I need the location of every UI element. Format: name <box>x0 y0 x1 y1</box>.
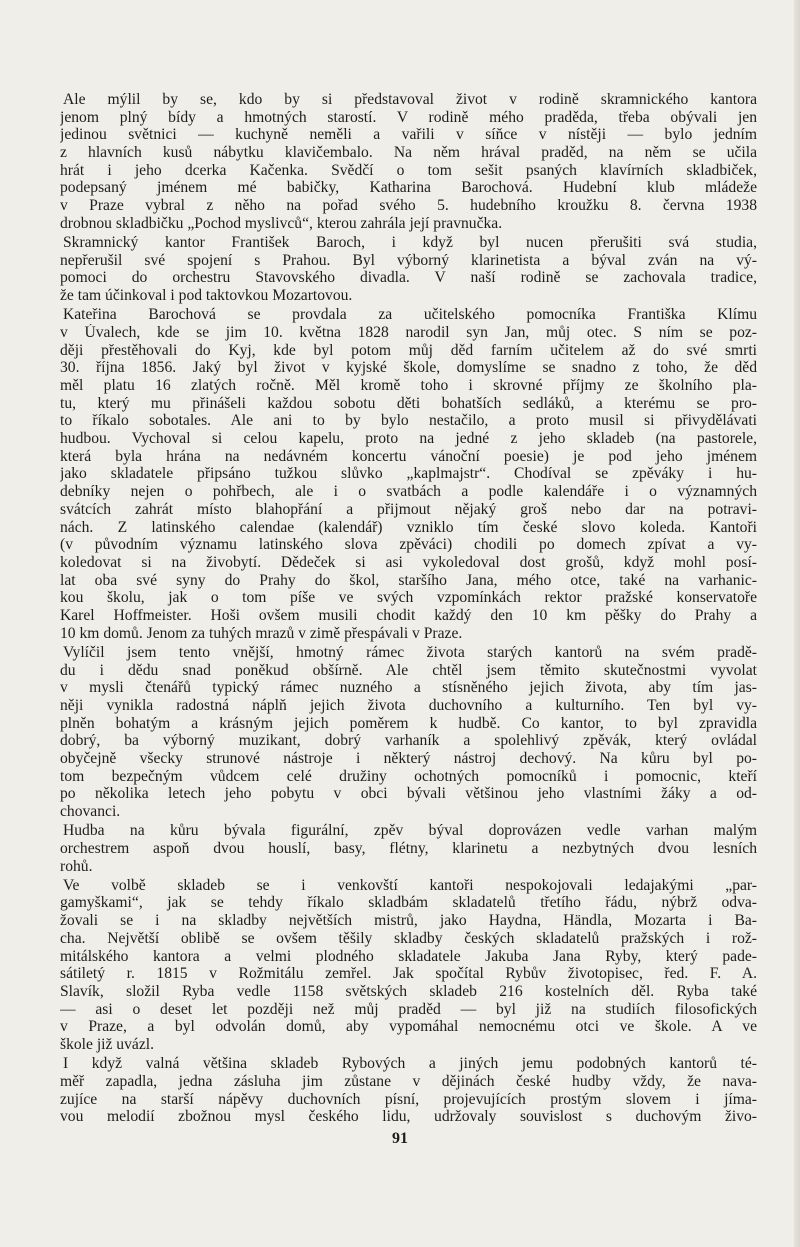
text-line: že tam účinkoval i pod taktovkou Mozartovou. <box>60 287 353 305</box>
text-line: pomoci do orchestru Stavovského divadla. V naší rodině se zachovala tradice, <box>60 269 757 287</box>
text-line: v Praze, a byl odvolán domů, aby vypomáhal nemocnému otci ve škole. A ve <box>60 1018 757 1036</box>
paragraph <box>60 1055 757 1126</box>
text-line: drobnou skladbičku „Pochod myslivců“, kterou zahrála její pravnučka. <box>60 214 503 232</box>
text-line: obyčejně všecky strunové nástroje i některý nástroj dechový. Na kůru byl po- <box>60 749 757 767</box>
text-line: kou školu, jak o tom píše ve svých vzpomínkách rektor pražské konservatoře <box>60 589 757 607</box>
text-line: lat oba své syny do Prahy do škol, staršího Jana, mého otce, také na varhanic- <box>60 571 757 589</box>
text-line: jedinou světnici — kuchyně neměli a vařili v síňce v nístěji — bylo jedním <box>60 126 757 144</box>
text-line: I když valná většina skladeb Rybových a jiných jemu podobných kantorů té- <box>63 1055 757 1073</box>
text-line: gamyškami“, jak se tehdy říkalo skladbám skladatelů třetího řádu, nýbrž odva- <box>60 894 757 912</box>
text-line: chovanci. <box>60 803 121 820</box>
text-line: Slavík, složil Ryba vedle 1158 světských skladeb 216 kostelních děl. Ryba také <box>60 982 757 1000</box>
text-line: 30. října 1856. Jaký byl život v kyjské škole, domyslíme se snadno z toho, že děd <box>60 359 757 377</box>
text-line: plněn bohatým a krásným jejich poměrem k hudbě. Co kantor, to byl zpravidla <box>60 714 757 732</box>
text-line: po několika letech jeho pobytu v obci bývali většinou jeho vlastními žáky a od- <box>60 785 757 803</box>
text-line: Ve volbě skladeb se i venkovští kantoři nespokojovali ledajakými „par- <box>63 876 757 894</box>
text-line: svátcích zahrát místo blahopřání a přijmout nějaký groš nebo dar na potravi- <box>60 500 757 518</box>
text-line: Vylíčil jsem tento vnější, hmotný rámec života starých kantorů na svém pradě- <box>63 643 757 661</box>
text-line: koledovat si na živobytí. Dědeček si asi vykoledoval dost grošů, když mohl posí- <box>60 553 757 571</box>
text-line: Karel Hoffmeister. Hoši ovšem musili chodit každý den 10 km pěšky do Prahy a <box>60 606 757 624</box>
text-line: škole již uvázl. <box>60 1035 154 1053</box>
text-line: zujíce na starší nápěvy duchovních písní, projevujících prostým slovem i jíma- <box>60 1090 757 1108</box>
body-text <box>60 91 757 1127</box>
text-line: v mysli čtenářů typický rámec nuzného a stísněného jejich života, aby tím jas- <box>60 679 757 697</box>
text-line: jako skladatele připsáno tužkou slůvko „kaplmajstr“. Chodíval se zpěváky i hu- <box>60 465 757 483</box>
text-line: podepsaný jménem mé babičky, Katharina Barochová. Hudební klub mládeže <box>60 179 757 197</box>
text-line: žovali se i na skladby největších mistrů, jako Haydna, Händla, Mozarta i Ba- <box>60 912 757 930</box>
page-number: 91 <box>392 1130 408 1147</box>
text-line: dobrý, ba výborný muzikant, dobrý varhaník a spolehlivý zpěvák, který ovládal <box>60 732 757 750</box>
text-line: Kateřina Barochová se provdala za učitelského pomocníka Františka Klímu <box>63 306 757 324</box>
text-line: debníky nejen o pohřbech, ale i o svatbách a podle kalendáře i o významných <box>60 483 757 501</box>
text-line: v Praze vybral z něho na pořad svého 5. hudebního kroužku 8. června 1938 <box>60 197 757 215</box>
text-line: mitálského kantora a velmi plodného skladatele Jakuba Jana Ryby, který pade- <box>60 947 757 965</box>
paragraph <box>60 877 757 1054</box>
paragraph <box>60 91 757 233</box>
text-line: tom bezpečným vůdcem celé družiny ochotných pomocníků i pomocnic, kteří <box>60 767 757 785</box>
text-line: nách. Z latinského calendae (kalendář) vzniklo tím české slovo koleda. Kantoři <box>60 518 757 536</box>
paragraph <box>60 306 757 642</box>
text-line: 10 km domů. Jenom za tuhých mrazů v zimě přespávali v Praze. <box>60 624 463 642</box>
text-line: nepřerušil své spojení s Prahou. Byl výborný klarinetista a býval zván na vý- <box>60 251 757 269</box>
page-edge <box>794 0 800 1247</box>
text-line: jenom plný bídy a hmotných starostí. V rodině mého praděda, třeba obývali jen <box>60 108 757 126</box>
text-line: z hlavních kusů nábytku klavičembalo. Na něm hrával praděd, na něm se učila <box>60 144 757 162</box>
text-line: orchestrem aspoň dvou houslí, basy, flétny, klarinetu a nezbytných dvou lesních <box>60 839 757 857</box>
text-line: cha. Největší oblibě se ovšem těšily skladby českých skladatelů pražských i rož- <box>60 929 757 947</box>
text-line: sátiletý r. 1815 v Rožmitálu zemřel. Jak spočítal Rybův životopisec, řed. F. A. <box>60 965 757 983</box>
text-line: (v původním významu latinského slova zpěváci) chodili po domech zpívat a vy- <box>60 536 757 554</box>
text-line: v Úvalech, kde se jim 10. května 1828 narodil syn Jan, můj otec. S ním se poz- <box>60 323 757 341</box>
text-line: du i dědu snad poněkud obšírně. Ale chtěl jsem těmito skutečnostmi vyvolat <box>60 661 757 679</box>
text-line: měř zapadla, jedna zásluha jim zůstane v dějinách české hudby vždy, že nava- <box>60 1072 757 1090</box>
text-line: hrát i jeho dcerka Kačenka. Svědčí o tom sešit psaných klavírních skladbiček, <box>60 161 757 179</box>
paragraph <box>60 644 757 821</box>
paragraph <box>60 234 757 305</box>
text-line: měl platu 16 zlatých ročně. Měl kromě toho i skrovné příjmy ze školního pla- <box>60 377 757 394</box>
paragraph <box>60 822 757 875</box>
text-line: vou melodií zbožnou mysl českého lidu, udržovaly souvislost s duchovým živo- <box>60 1108 757 1126</box>
text-line: rohů. <box>60 857 93 875</box>
text-line: ději přestěhovali do Kyj, kde byl potom můj děd farním učitelem až do své smrti <box>60 341 757 359</box>
text-line: Skramnický kantor František Baroch, i když byl nucen přerušiti svá studia, <box>63 234 757 251</box>
text-line: Ale mýlil by se, kdo by si představoval život v rodině skramnického kantora <box>63 91 757 108</box>
text-line: která byla hrána na nedávném koncertu vánoční poesie) je pod jeho jménem <box>60 447 757 465</box>
text-line: — asi o deset let později než můj praděd — byl již na studiích filosofických <box>60 1000 757 1018</box>
text-line: něji vynikla radostná náplň jejich života duchovního a kulturního. Ten byl vy- <box>60 696 757 714</box>
text-line: to říkalo sobotales. Ale ani to by bylo nestačilo, a proto musil si přivydělávati <box>60 412 757 430</box>
text-line: hudbou. Vychoval si celou kapelu, proto na jedné z jeho skladeb (na pastorele, <box>60 430 757 448</box>
text-line: tu, který mu přinášeli každou sobotu děti bohatších sedláků, a kterému se pro- <box>60 394 757 412</box>
text-line: Hudba na kůru bývala figurální, zpěv býval doprovázen vedle varhan malým <box>63 822 757 840</box>
